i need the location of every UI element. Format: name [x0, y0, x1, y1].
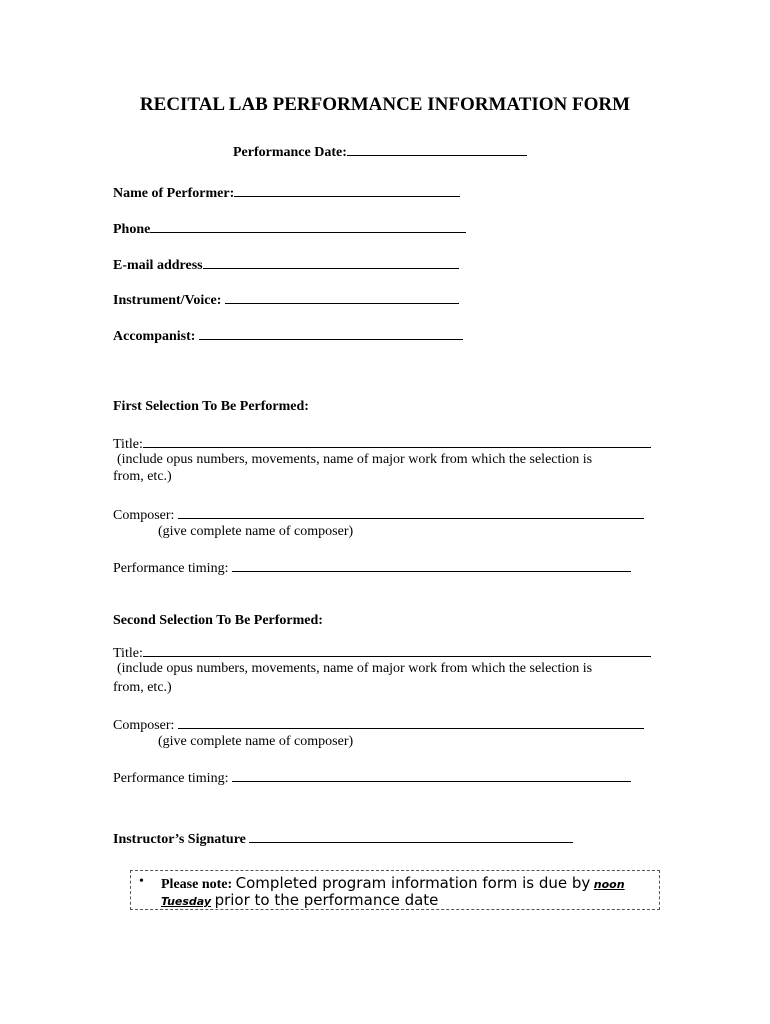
phone-label: Phone [113, 222, 151, 237]
performance-date-row [233, 143, 527, 161]
bullet-icon: • [139, 874, 144, 889]
note-box [130, 870, 660, 910]
second-timing-label: Performance timing: [113, 771, 229, 786]
note-label: Please note: [161, 877, 233, 892]
note-emphasis-tuesday: Tuesday [161, 895, 212, 908]
note-text-2: prior to the performance date [214, 891, 439, 909]
first-composer-field[interactable] [178, 506, 644, 519]
second-composer-field[interactable] [178, 716, 644, 729]
performer-name-field[interactable] [234, 184, 460, 197]
note-text-1: Completed program information form is due by [235, 874, 591, 892]
second-composer-hint: (give complete name of composer) [158, 734, 354, 749]
performance-date-field[interactable] [347, 143, 527, 156]
second-title-row [113, 644, 651, 662]
instrument-row [113, 291, 459, 309]
second-timing-row [113, 769, 631, 787]
second-timing-field[interactable] [232, 769, 631, 782]
second-title-field[interactable] [143, 644, 651, 657]
email-label: E-mail address [113, 258, 203, 273]
first-composer-label: Composer: [113, 508, 175, 523]
instrument-field[interactable] [225, 291, 459, 304]
signature-label: Instructor’s Signature [113, 832, 246, 847]
accompanist-label: Accompanist: [113, 329, 196, 344]
first-timing-row [113, 559, 631, 577]
second-selection-heading: Second Selection To Be Performed: [113, 613, 323, 628]
second-composer-label: Composer: [113, 718, 175, 733]
first-title-row [113, 435, 651, 453]
second-title-hint-1: (include opus numbers, movements, name of major work from which the selection is [117, 661, 593, 676]
accompanist-field[interactable] [199, 327, 463, 340]
phone-field[interactable] [150, 220, 466, 233]
second-title-hint-2: from, etc.) [113, 680, 172, 695]
form-title: RECITAL LAB PERFORMANCE INFORMATION FORM [139, 94, 631, 115]
first-composer-row [113, 506, 644, 524]
email-row [113, 256, 459, 274]
performance-date-label: Performance Date: [233, 145, 347, 160]
first-title-hint-1: (include opus numbers, movements, name of major work from which the selection is [117, 452, 593, 467]
phone-row [113, 220, 466, 238]
instrument-label: Instrument/Voice: [113, 293, 222, 308]
note-line-2 [161, 891, 438, 910]
first-title-label: Title: [113, 437, 143, 452]
performer-name-row [113, 184, 460, 202]
signature-field[interactable] [249, 830, 573, 843]
first-composer-hint: (give complete name of composer) [158, 524, 354, 539]
second-composer-row [113, 716, 644, 734]
first-selection-heading: First Selection To Be Performed: [113, 399, 309, 414]
accompanist-row [113, 327, 463, 345]
first-timing-label: Performance timing: [113, 561, 229, 576]
signature-row [113, 830, 573, 848]
first-title-field[interactable] [143, 435, 651, 448]
first-title-hint-2: from, etc.) [113, 469, 172, 484]
performer-name-label: Name of Performer: [113, 186, 235, 201]
email-field[interactable] [203, 256, 459, 269]
first-timing-field[interactable] [232, 559, 631, 572]
note-emphasis-noon: noon [593, 878, 625, 891]
second-title-label: Title: [113, 646, 143, 661]
